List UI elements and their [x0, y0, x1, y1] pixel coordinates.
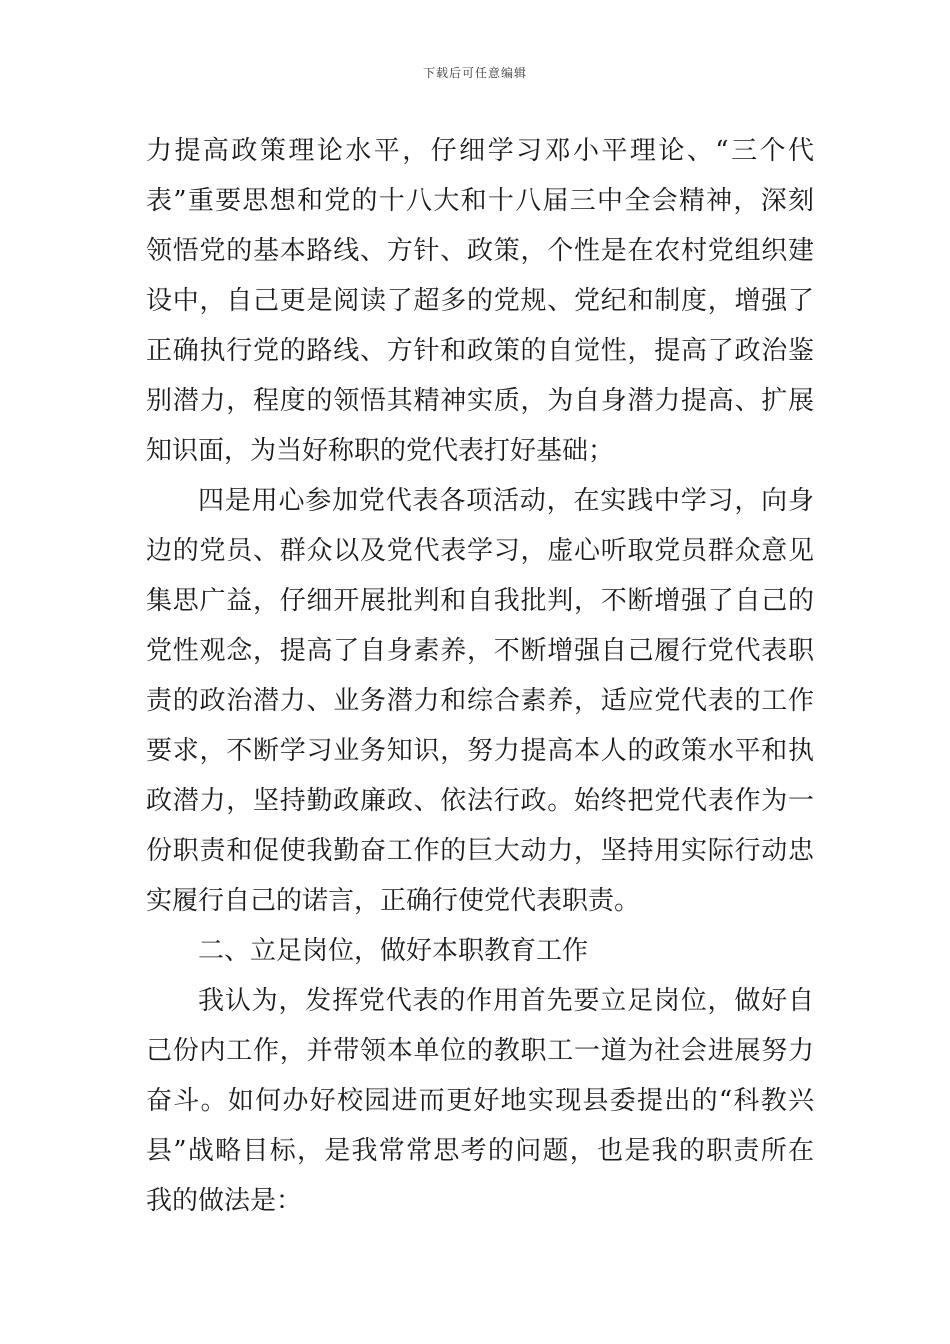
paragraph-start-line: 四是用心参加党代表各项活动，在实践中学习，向身: [198, 486, 814, 516]
text-line: 边的党员、群众以及党代表学习，虚心听取党员群众意见: [146, 536, 814, 566]
text-line: 我的做法是：: [146, 1186, 303, 1216]
text-line: 集思广益，仔细开展批判和自我批判，不断增强了自己的: [146, 586, 814, 616]
text-line: 份职责和促使我勤奋工作的巨大动力，坚持用实际行动忠: [146, 836, 814, 866]
text-line: 领悟党的基本路线、方针、政策，个性是在农村党组织建: [146, 236, 814, 266]
text-line: 县”战略目标，是我常常思考的问题，也是我的职责所在: [146, 1136, 814, 1166]
text-line: 正确执行党的路线、方针和政策的自觉性，提高了政治鉴: [146, 336, 814, 366]
page-header: 下载后可任意编辑: [422, 66, 527, 80]
text-line: 己份内工作，并带领本单位的教职工一道为社会进展努力: [146, 1036, 814, 1066]
document-body: [146, 126, 814, 1226]
text-line: 奋斗。如何办好校园进而更好地实现县委提出的“科教兴: [146, 1086, 814, 1116]
text-line: 责的政治潜力、业务潜力和综合素养，适应党代表的工作: [146, 686, 814, 716]
text-line: 别潜力，程度的领悟其精神实质，为自身潜力提高、扩展: [146, 386, 814, 416]
section-heading: 二、立足岗位，做好本职教育工作: [198, 936, 589, 966]
text-line: 实履行自己的诺言，正确行使党代表职责。: [146, 886, 641, 916]
text-line: 知识面，为当好称职的党代表打好基础；: [146, 436, 615, 466]
text-line: 表”重要思想和党的十八大和十八届三中全会精神，深刻: [146, 186, 814, 216]
text-line: 要求，不断学习业务知识，努力提高本人的政策水平和执: [146, 736, 814, 766]
text-line: 政潜力，坚持勤政廉政、依法行政。始终把党代表作为一: [146, 786, 814, 816]
text-line: 党性观念，提高了自身素养，不断增强自己履行党代表职: [146, 636, 814, 666]
text-line: 设中，自己更是阅读了超多的党规、党纪和制度，增强了: [146, 286, 814, 316]
paragraph-start-line: 我认为，发挥党代表的作用首先要立足岗位，做好自: [198, 986, 814, 1016]
text-line: 力提高政策理论水平，仔细学习邓小平理论、“三个代: [146, 136, 814, 166]
